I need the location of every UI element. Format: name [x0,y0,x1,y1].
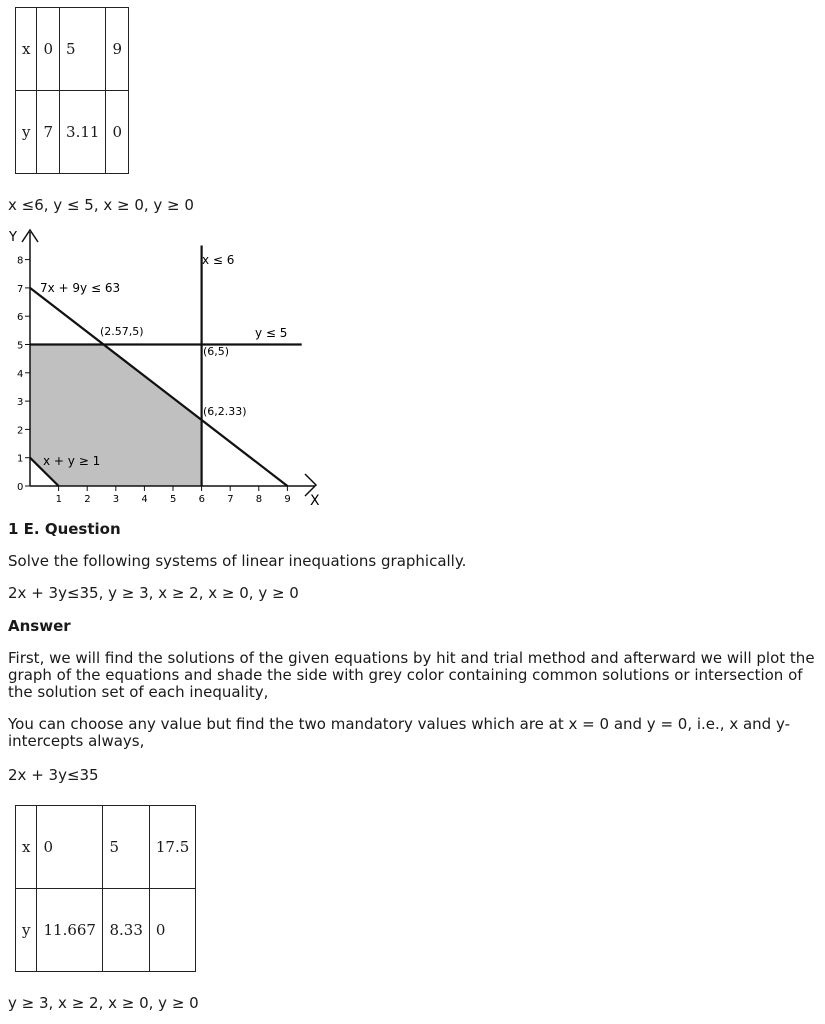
question-text: Solve the following systems of linear inequations graphically. [8,552,467,570]
table-cell: 0 [37,806,103,889]
y-tick-label: 3 [17,397,24,409]
answer-paragraph-2: You can choose any value but find the two mandatory values which are at x = 0 and y = 0, i.e., x and y-intercepts always, [8,715,790,750]
table-cell: 5 [103,806,149,889]
x-tick-label: 8 [255,494,263,505]
values-table-1 [15,7,129,174]
point-label-6-2-33: (6,2.33) [203,405,247,418]
values-table-2 [15,805,196,972]
x-tick-label: 9 [284,494,291,505]
x-tick-label: 4 [141,494,148,505]
table-cell: 0 [37,8,60,91]
table-cell: x [16,8,37,91]
table-cell: 9 [106,8,129,91]
table-cell: 8.33 [103,889,149,972]
inequality-graph [0,222,330,512]
y-tick-label: 4 [17,368,24,380]
y-ticks [17,256,30,493]
y-tick-label: 5 [17,340,24,352]
table-row [16,889,196,972]
answer-paragraph-1: First, we will find the solutions of the given equations by hit and trial method and afterward we will plot the graph of the equations and shade the side with grey color containing common solutions or intersection of the solution set of each inequality, [8,649,815,701]
equation-2: 2x + 3y≤35 [8,766,99,784]
table-cell: 0 [149,889,195,972]
answer-heading: Answer [8,617,71,635]
line-label-7x-9y: 7x + 9y ≤ 63 [40,281,121,295]
table-row [16,806,196,889]
y-tick-label: 1 [17,453,24,465]
line-label-y-le-5: y ≤ 5 [255,326,288,340]
table-cell: 11.667 [37,889,103,972]
x-tick-label: 2 [84,494,91,505]
table-cell: y [16,889,37,972]
point-label-6-5: (6,5) [203,345,230,358]
table-row [16,8,129,91]
table-cell: 3.11 [60,91,106,174]
x-tick-label: 3 [112,494,120,505]
x-ticks [56,486,291,505]
question-equation: 2x + 3y≤35, y ≥ 3, x ≥ 2, x ≥ 0, y ≥ 0 [8,584,299,602]
point-label-2-57-5: (2.57,5) [100,325,144,338]
line-label-x-y-ge-1: x + y ≥ 1 [43,454,101,468]
x-axis-label: X [310,493,320,509]
x-tick-label: 6 [198,494,205,505]
line-label-x-le-6: x ≤ 6 [202,253,235,267]
table-cell: 0 [106,91,129,174]
x-tick-label: 1 [55,494,62,505]
table-cell: 7 [37,91,60,174]
question-heading: 1 E. Question [8,520,121,538]
table-cell: y [16,91,37,174]
y-tick-label: 8 [17,255,24,267]
table-cell: x [16,806,37,889]
table-cell: 5 [60,8,106,91]
table-row [16,91,129,174]
y-axis-label: Y [9,230,17,245]
y-tick-label: 2 [17,425,24,437]
constraints-line-1: x ≤6, y ≤ 5, x ≥ 0, y ≥ 0 [8,196,194,214]
x-tick-label: 7 [227,494,234,505]
constraints-line-2: y ≥ 3, x ≥ 2, x ≥ 0, y ≥ 0 [8,994,199,1012]
table-cell: 17.5 [149,806,195,889]
y-tick-label: 7 [17,283,24,295]
y-tick-label: 0 [17,482,24,493]
y-tick-label: 6 [17,312,24,324]
x-tick-label: 5 [170,494,177,505]
